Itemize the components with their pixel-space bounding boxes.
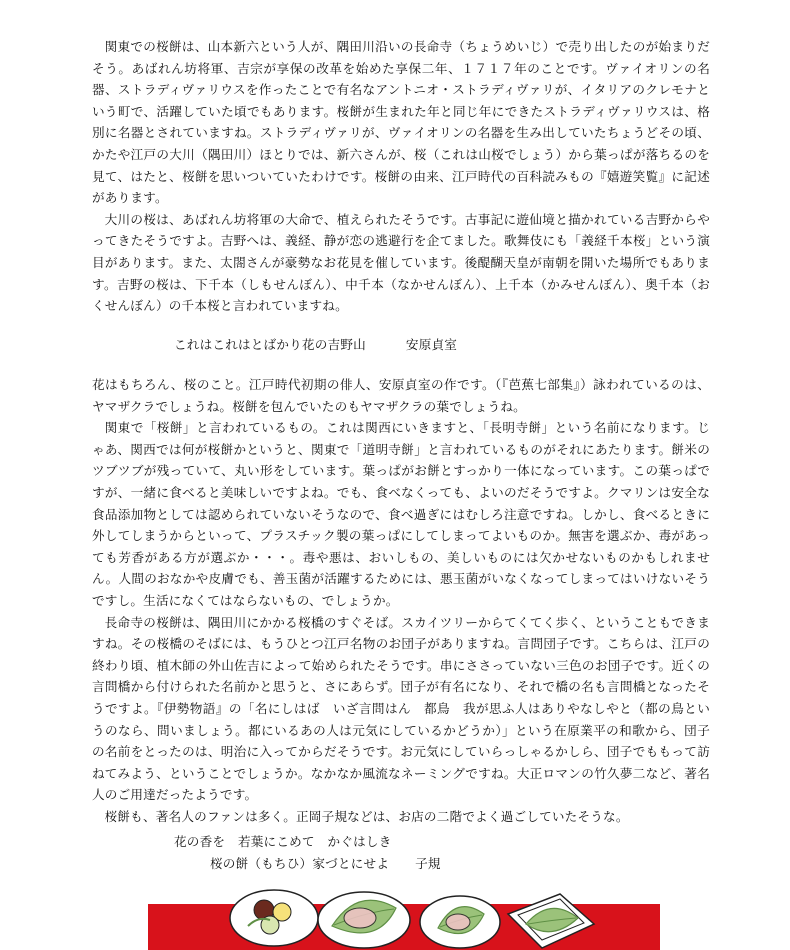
paragraph-chomeiji-kototoi: 長命寺の桜餅は、隅田川にかかる桜橋のすぐそば。スカイツリーからてくてく歩く、ということもできますね。その桜橋のそばには、もうひとつ江戸名物のお団子がありますね。言問団子です。こちらは、江戸の終わり頃、植木師の外山佐吉によって始められたそうです。串にささっていない三色のお団子です。近くの言問橋から付けられた名前かと思うと、さにあらず。団子が有名になり、それで橋の名も言問橋となったそうですよ。『伊勢物語』の「名にしはば いざ言問はん 都鳥 我が思ふ人はありやなしやと（都の鳥というのなら、問いましょう。都にいるあの人は元気にしているかどうか）」という在原業平の和歌から、団子の名前をとったのは、明治に入ってからだそうです。お元気にしていらっしゃるかしら、団子でももって訪ねてみよう、ということでしょうか。なかなか風流なネーミングですね。大正ロマンの竹久夢二など、著名人のご用達だったようです。 [92,614,710,803]
paragraph-sakuramochi-origin: 関東での桜餅は、山本新六という人が、隅田川沿いの長命寺（ちょうめいじ）で売り出したのが始まりだそう。あばれん坊将軍、吉宗が享保の改革を始めた享保二年、１７１７年のことです。ヴァイオリンの名器、ストラディヴァリウスを作ったことで有名なアントニオ・ストラディヴァリが、イタリアのクレモナという町で、活躍していた頃でもあります。桜餅が生まれた年と同じ年にできたストラディヴァリウスは、格別に名器とされていますね。ストラディヴァリが、ヴァイオリンの名器を生み出していたちょうどその頃、かたや江戸の大川（隅田川）ほとりでは、新六さんが、桜（これは山桜でしょう）から葉っぱが落ちるのを見て、はたと、桜餅を思いついていたわけです。桜餅の由来、江戸時代の百科読みもの『嬉遊笑覧』に記述があります。 [92,39,710,206]
haiku-yoshino-author: 安原貞室 [405,337,458,352]
sakura-mochi-1 [344,908,376,928]
paragraph-famous-fans: 桜餅も、著名人のファンは多く。正岡子規などは、お店の二階でよく過ごしていたそうな。 [104,808,629,824]
sakuramochi-illustration [148,868,660,950]
haiku-shiki-line1: 花の香を 若葉にこめて かぐはしき [174,834,392,849]
haiku-yoshino [174,334,457,353]
haiku-yoshino-text: これはこれはとばかり花の吉野山 [174,337,366,352]
article-body-bottom [92,374,710,827]
illustration-svg [148,868,660,950]
sakura-mochi-2 [446,914,470,930]
haiku-shiki-line2-text: 桜の餅（もちひ）家づとにせよ [210,856,390,871]
sakuramochi-plate-2 [420,896,500,948]
article-body-top [92,36,710,317]
dango-plate [230,890,318,946]
paragraph-okawa-sakura: 大川の桜は、あばれん坊将軍の大命で、植えられたそうです。古事記に遊仙境と描かれている吉野からやってきたそうですよ。吉野へは、義経、静が恋の逃避行を企てました。歌舞伎にも「義経千本桜」という演目があります。また、太閤さんが豪勢なお花見を催しています。後醍醐天皇が南朝を開いた場所でもあります。吉野の桜は、下千本（しもせんぼん）、中千本（なかせんぼん）、上千本（かみせんぼん）、奥千本（おくせんぼん）の千本桜と言われていますね。 [92,211,710,314]
sakuramochi-plate-1 [318,892,410,948]
paragraph-haiku-commentary: 花はもちろん、桜のこと。江戸時代初期の俳人、安原貞室の作です。（『芭蕉七部集』）詠われているのは、ヤマザクラでしょうね。桜餅を包んでいたのもヤマザクラの葉でしょうね。 [92,377,710,414]
haiku-shiki-author: 子規 [415,856,441,871]
paragraph-kanto-kansai: 関東で「桜餅」と言われているもの。これは関西にいきますと、「長明寺餅」という名前になります。じゃあ、関西では何が桜餅かというと、関東で「道明寺餅」と言われているものがそれにあたります。餅米のツブツブが残っていて、丸い形をしています。葉っぱがお餅とすっかり一体になっています。この葉っぱですが、一緒に食べると美味しいですよね。でも、食べなくっても、よいのだそうですよ。クマリンは安全な食品添加物としては認められていないそうなので、食べ過ぎにはむしろ注意ですね。しかし、食べるときに外してしまうからといって、プラスチック製の葉っぱにしてしまってよいものか。無害を選ぶか、毒があっても芳香がある方が選ぶか・・・。毒や悪は、おいしもの、美しいものには欠かせないものかもしれません。人間のおなかや皮膚でも、善玉菌が活躍するためには、悪玉菌がいなくなってしまってはいけないそうですし。生活になくてはならないもの、でしょうか。 [92,420,710,608]
